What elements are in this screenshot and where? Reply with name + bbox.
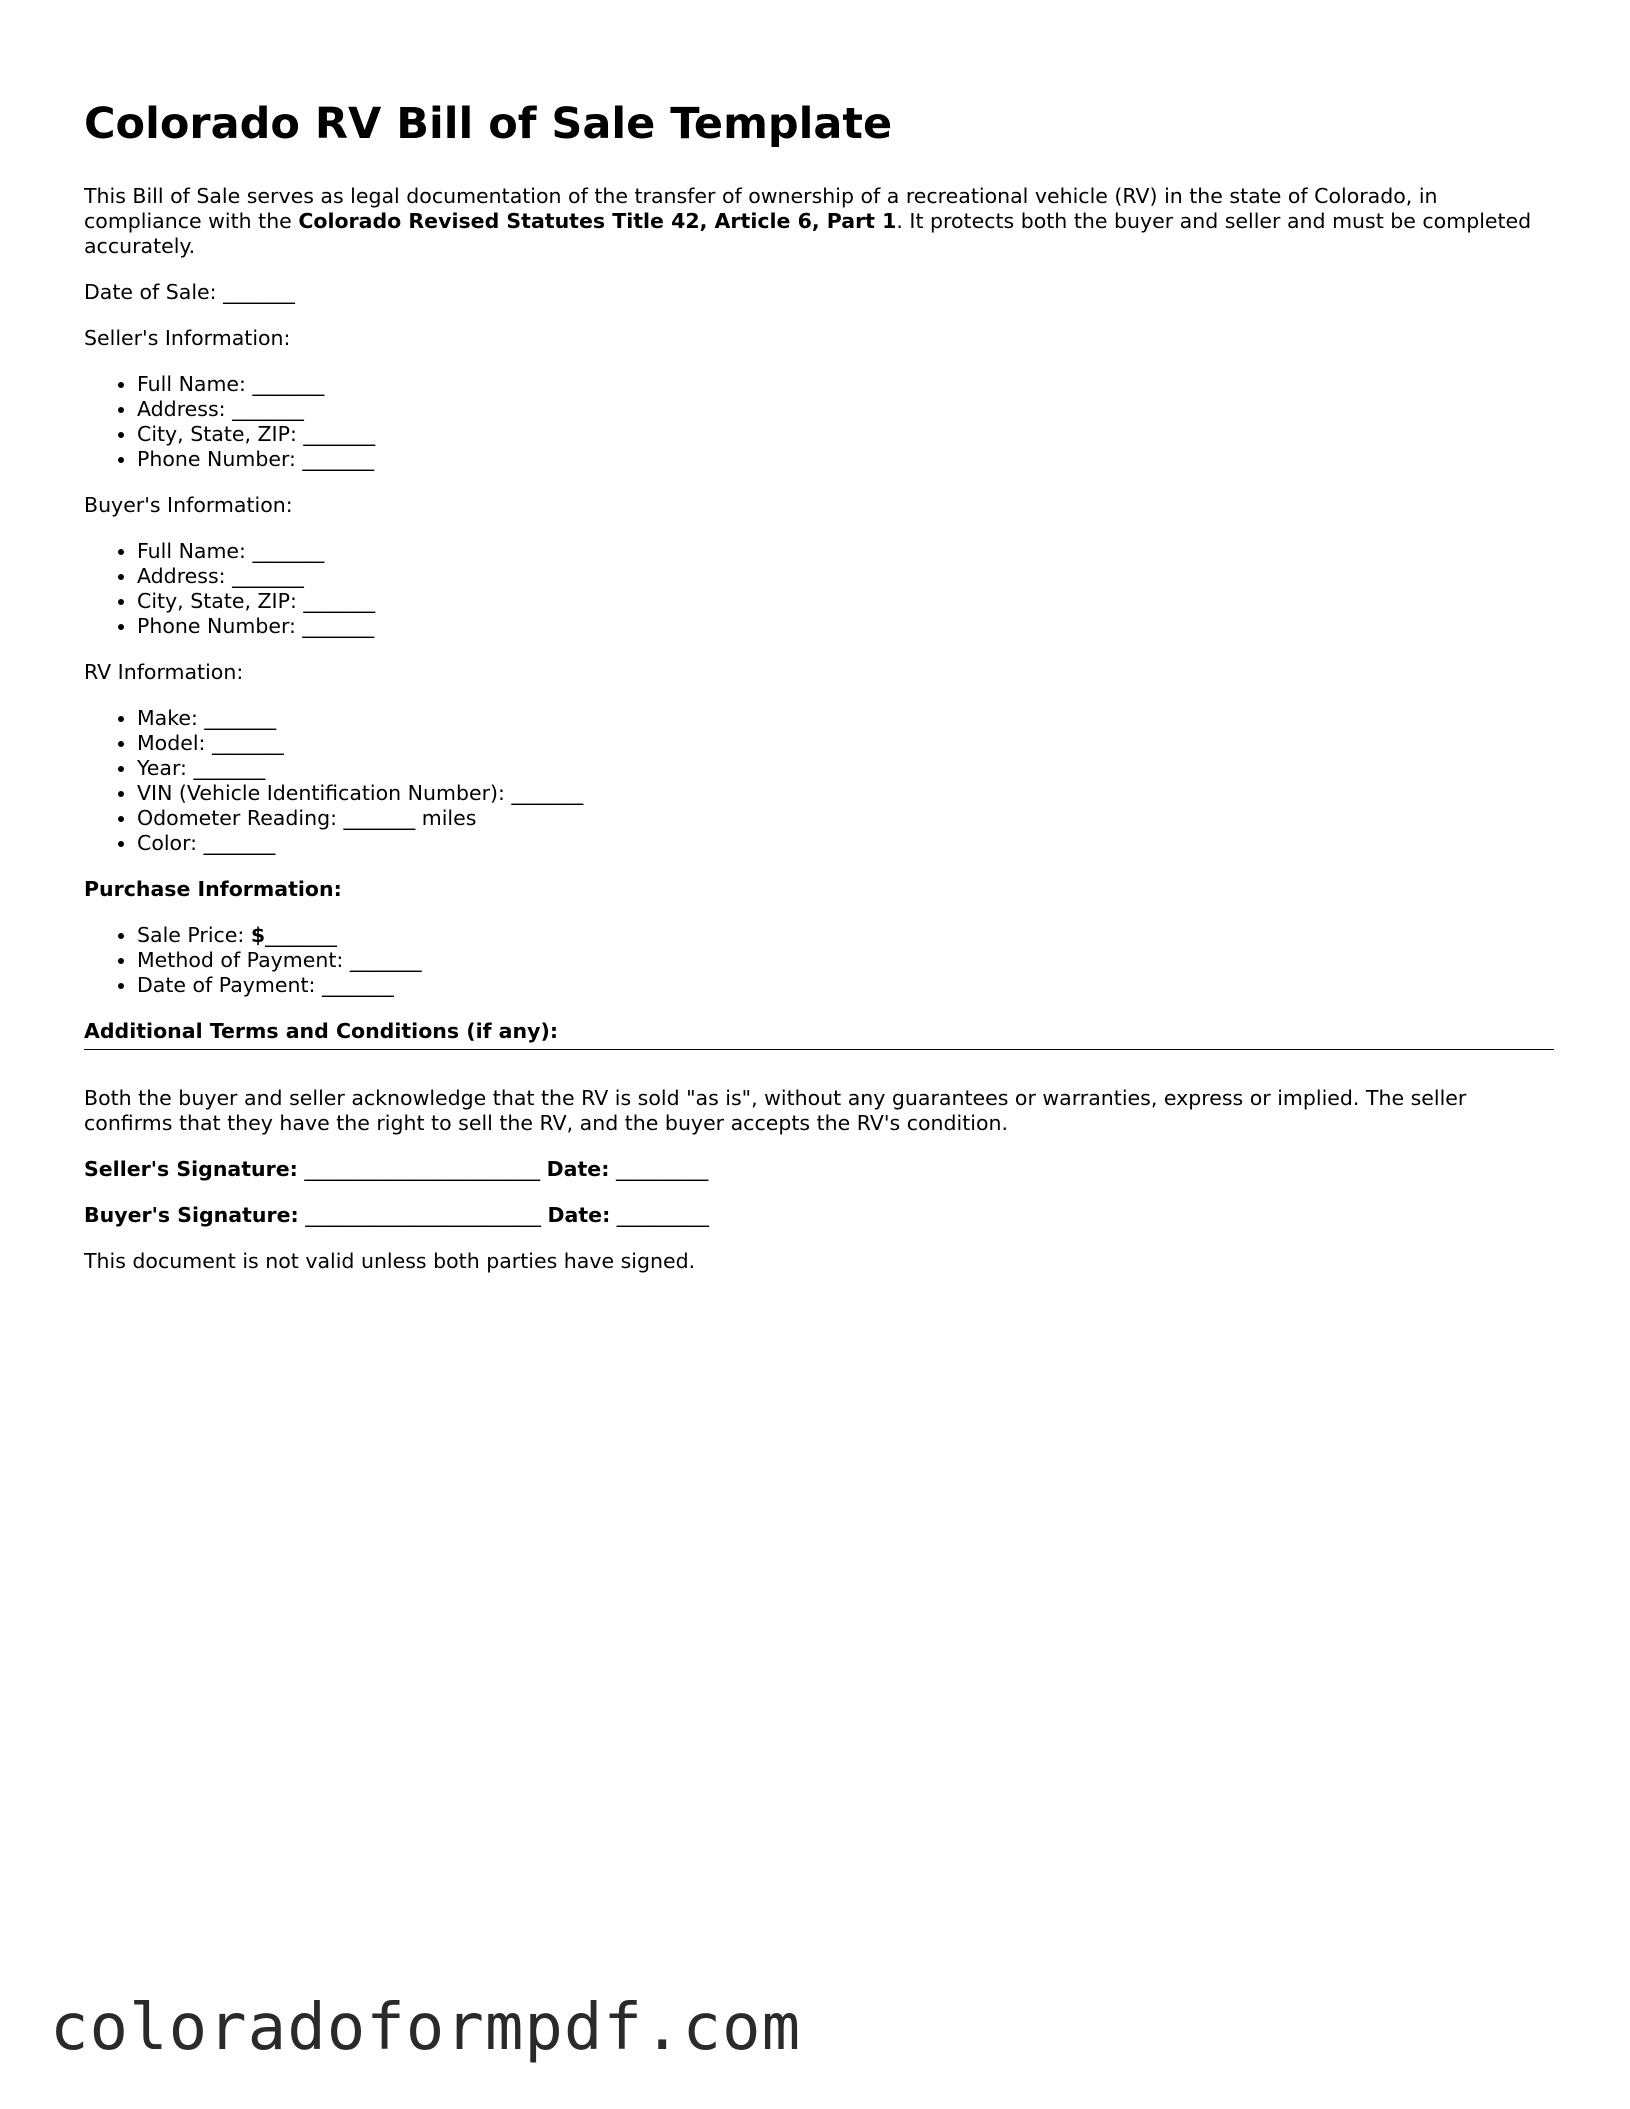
seller-phone-field[interactable]: • Phone Number: _______ [137,447,1554,472]
seller-date-label: Date: [546,1157,610,1181]
rv-vin-field[interactable]: • VIN (Vehicle Identification Number): _______ [137,781,1554,806]
sale-price-blank[interactable]: _______ [265,923,337,947]
sale-price-label: Sale Price: [137,923,251,947]
date-of-sale-field[interactable]: Date of Sale: _______ [84,280,295,304]
seller-signature-row [84,1157,1554,1182]
rv-color-field[interactable]: • Color: _______ [137,831,1554,856]
seller-signature-label: Seller's Signature: [84,1157,298,1181]
purchase-info-list [84,923,1554,998]
rv-odometer-field[interactable]: • Odometer Reading: _______ miles [137,806,1554,831]
intro-text-before: This Bill of Sale serves as legal documentation of the transfer of ownership of a recreational vehicle (RV) in the state of Colorado, in compliance with the [84,184,1438,233]
buyer-date-line[interactable]: _________ [610,1203,710,1227]
seller-heading: Seller's Information: [84,326,291,350]
buyer-signature-row [84,1203,1554,1228]
payment-date-field[interactable]: • Date of Payment: _______ [137,973,1554,998]
seller-address-field[interactable]: • Address: _______ [137,397,1554,422]
rv-info-list [84,706,1554,856]
rv-year-field[interactable]: • Year: _______ [137,756,1554,781]
terms-line[interactable] [84,1049,1554,1050]
validity-note: This document is not valid unless both parties have signed. [84,1249,696,1273]
rv-model-field[interactable]: • Model: _______ [137,731,1554,756]
buyer-phone-field[interactable]: • Phone Number: _______ [137,614,1554,639]
payment-method-field[interactable]: • Method of Payment: _______ [137,948,1554,973]
buyer-signature-line[interactable]: _______________________ [298,1203,548,1227]
seller-signature-line[interactable]: _______________________ [297,1157,547,1181]
seller-date-line[interactable]: _________ [609,1157,709,1181]
buyer-info-list [84,539,1554,639]
terms-heading: Additional Terms and Conditions (if any): [84,1019,559,1043]
statute-reference: Colorado Revised Statutes Title 42, Article 6, Part 1 [298,209,897,233]
intro-paragraph [84,184,1554,259]
buyer-city-state-zip-field[interactable]: • City, State, ZIP: _______ [137,589,1554,614]
buyer-full-name-field[interactable]: • Full Name: _______ [137,539,1554,564]
acknowledgement-paragraph: Both the buyer and seller acknowledge that the RV is sold "as is", without any guarantees or warranties, express or implied. The seller confirms that they have the right to sell the RV, and the buyer accepts the RV's condition. [84,1086,1467,1135]
buyer-address-field[interactable]: • Address: _______ [137,564,1554,589]
seller-city-state-zip-field[interactable]: • City, State, ZIP: _______ [137,422,1554,447]
currency-symbol: $ [250,923,266,947]
buyer-heading: Buyer's Information: [84,493,293,517]
sale-price-field[interactable] [137,923,1554,948]
watermark-logo: coloradoformpdf.com [50,1991,802,2065]
page-title: Colorado RV Bill of Sale Template [84,99,893,149]
rv-make-field[interactable]: • Make: _______ [137,706,1554,731]
rv-heading: RV Information: [84,660,244,684]
purchase-heading: Purchase Information: [84,877,342,901]
seller-info-list [84,372,1554,472]
buyer-signature-label: Buyer's Signature: [84,1203,299,1227]
intro-text-after: . It protects both the buyer and seller and must be completed accurately. [84,209,1532,258]
buyer-date-label: Date: [547,1203,611,1227]
seller-full-name-field[interactable]: • Full Name: _______ [137,372,1554,397]
document-page [84,96,1554,1295]
